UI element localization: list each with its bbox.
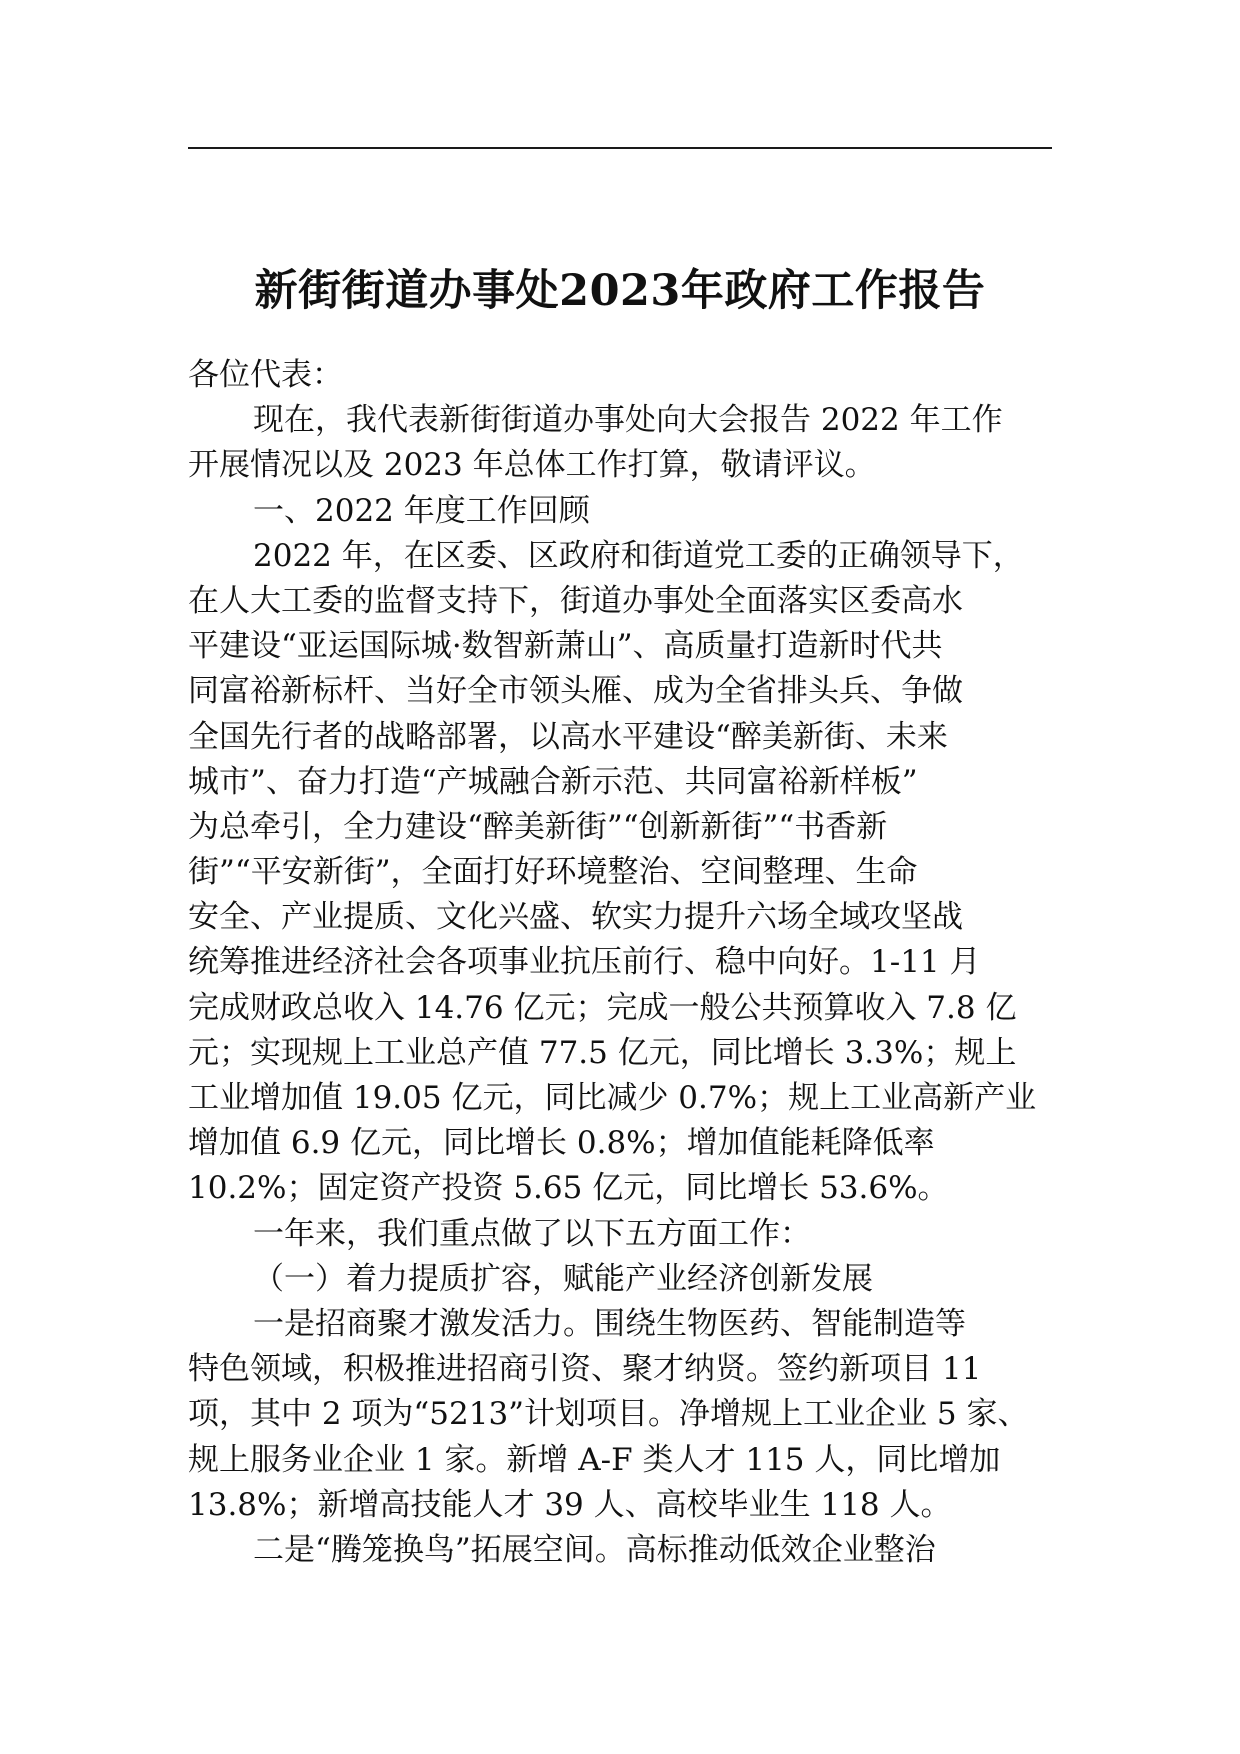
text-line: 全国先行者的战略部署，以高水平建设“醉美新街、未来	[188, 718, 948, 755]
paragraph-point-two	[188, 1528, 1088, 1573]
text-line: 平建设“亚运国际城·数智新萧山”、高质量打造新时代共	[188, 628, 943, 665]
document-body	[188, 353, 1088, 1573]
text-line: 城市”、奋力打造“产城融合新示范、共同富裕新样板”	[188, 763, 918, 800]
text-line: 安全、产业提质、文化兴盛、软实力提升六场全域攻坚战	[188, 899, 963, 936]
text-line: 工业增加值 19.05 亿元，同比减少 0.7%；规上工业高新产业	[188, 1080, 1037, 1116]
section-heading	[188, 489, 1088, 534]
text-line: 为总牵引，全力建设“醉美新街”“创新新街”“书香新	[188, 808, 888, 845]
text-line: 完成财政总收入 14.76 亿元；完成一般公共预算收入 7.8 亿	[188, 989, 1017, 1026]
text-line: 特色领域，积极推进招商引资、聚才纳贤。签约新项目 11	[188, 1351, 982, 1388]
header-rule	[188, 147, 1052, 149]
text-line: 开展情况以及 2023 年总体工作打算，敬请评议。	[188, 447, 876, 484]
text-line: 元；实现规上工业总产值 77.5 亿元，同比增长 3.3%；规上	[188, 1034, 1017, 1071]
paragraph-intro	[188, 398, 1088, 488]
paragraph-five-aspects	[188, 1212, 1088, 1257]
text-line: 增加值 6.9 亿元，同比增长 0.8%；增加值能耗降低率	[188, 1125, 935, 1162]
paragraph-point-one	[188, 1302, 1088, 1528]
document-title: 新街街道办事处2023年政府工作报告	[254, 265, 986, 316]
text-line: 街”“平安新街”，全面打好环境整治、空间整理、生命	[188, 854, 918, 891]
text-line: 13.8%；新增高技能人才 39 人、高校毕业生 118 人。	[188, 1486, 952, 1523]
text-line: 同富裕新标杆、当好全市领头雁、成为全省排头兵、争做	[188, 673, 963, 710]
text-line: 在人大工委的监督支持下，街道办事处全面落实区委高水	[188, 582, 963, 619]
text-line: 一年来，我们重点做了以下五方面工作：	[253, 1215, 811, 1252]
subsection-heading	[188, 1257, 1088, 1302]
text-line: 一是招商聚才激发活力。围绕生物医药、智能制造等	[253, 1305, 966, 1342]
salutation-line: 各位代表：	[188, 357, 343, 393]
paragraph-overview	[188, 534, 1088, 1212]
salutation	[188, 353, 1088, 398]
text-line: 统筹推进经济社会各项事业抗压前行、稳中向好。1-11 月	[188, 944, 981, 981]
text-line: 项，其中 2 项为“5213”计划项目。净增规上工业企业 5 家、	[188, 1396, 1029, 1433]
text-line: 现在，我代表新街街道办事处向大会报告 2022 年工作	[253, 402, 1003, 439]
text-line: 10.2%；固定资产投资 5.65 亿元，同比增长 53.6%。	[188, 1170, 949, 1207]
text-line: 二是“腾笼换鸟”拓展空间。高标推动低效企业整治	[253, 1531, 936, 1568]
section-heading-line: 一、2022 年度工作回顾	[253, 492, 590, 529]
text-line: 2022 年，在区委、区政府和街道党工委的正确领导下，	[253, 537, 1024, 574]
subsection-heading-line: （一）着力提质扩容，赋能产业经济创新发展	[253, 1260, 873, 1297]
text-line: 规上服务业企业 1 家。新增 A-F 类人才 115 人，同比增加	[188, 1441, 1001, 1478]
